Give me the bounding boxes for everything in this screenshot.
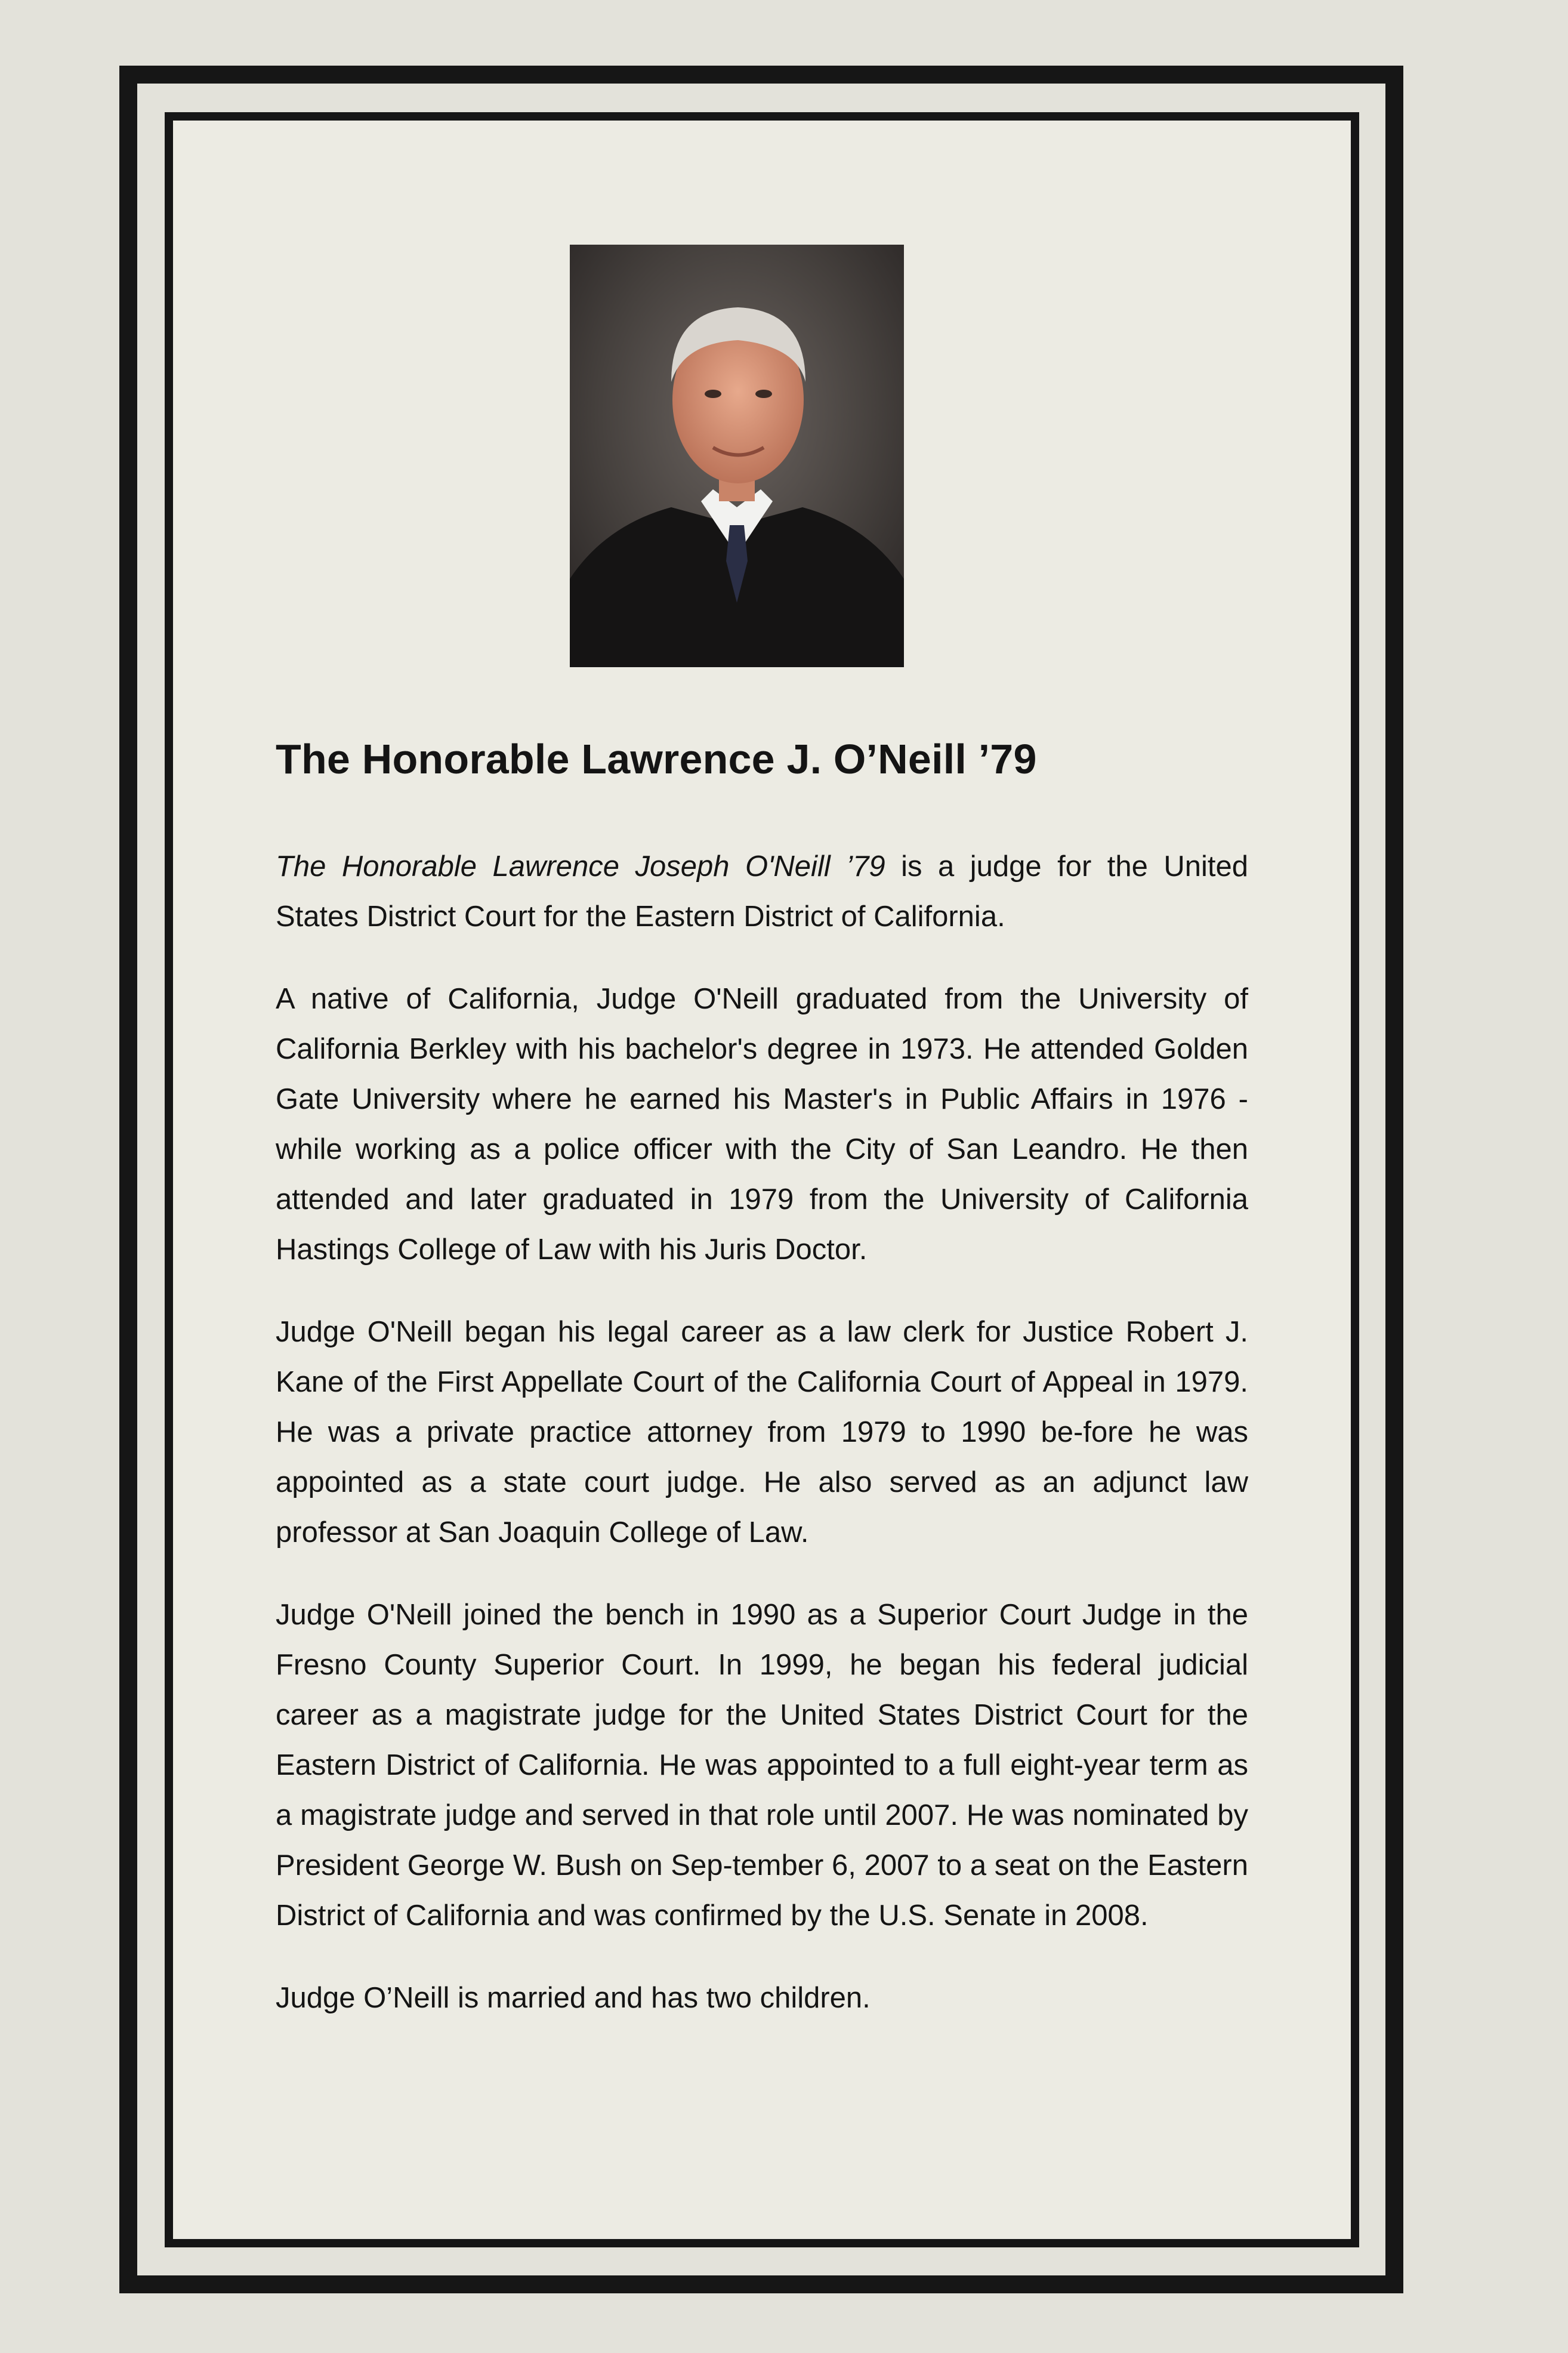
judge-portrait-photo-icon (570, 245, 904, 667)
judicial-career-paragraph: Judge O'Neill joined the bench in 1990 as a Superior Court Judge in the Fresno County Superior Court. In 1999, he began his federal judicial career as a magistrate judge for the United States District Court for the Eastern District of California. He was appointed to a full eight-year term as a magistrate judge and served in that role until 2007. He was nominated by President George W. Bush on Sep-tember 6, 2007 to a seat on the Eastern District of California and was confirmed by the U.S. Senate in 2008. (276, 1599, 1248, 1932)
intro-text: is a judge for the United States District Court for the Eastern District of California. (276, 850, 1248, 933)
intro-name: The Honorable Lawrence Joseph O'Neill ’79 (276, 850, 885, 883)
early-career-paragraph: Judge O'Neill began his legal career as a law clerk for Justice Robert J. Kane of the First Appellate Court of the California Court of Appeal in 1979. He was a private practice attorney from 1979 to 1990 be-fore he was appointed as a state court judge. He also served as an adjunct law professor at San Joaquin College of Law. (276, 1316, 1248, 1549)
family-paragraph: Judge O’Neill is married and has two children. (276, 1982, 871, 2014)
page-title: The Honorable Lawrence J. O’Neill ’79 (276, 736, 1037, 782)
education-paragraph: A native of California, Judge O'Neill graduated from the University of California Berkley with his bachelor's degree in 1973. He attended Golden Gate University where he earned his Master's in Public Affairs in 1976 - while working as a police officer with the City of San Leandro. He then attended and later graduated in 1979 from the University of California Hastings College of Law with his Juris Doctor. (276, 983, 1248, 1266)
biography (276, 734, 1248, 2055)
intro-paragraph (276, 841, 1248, 942)
